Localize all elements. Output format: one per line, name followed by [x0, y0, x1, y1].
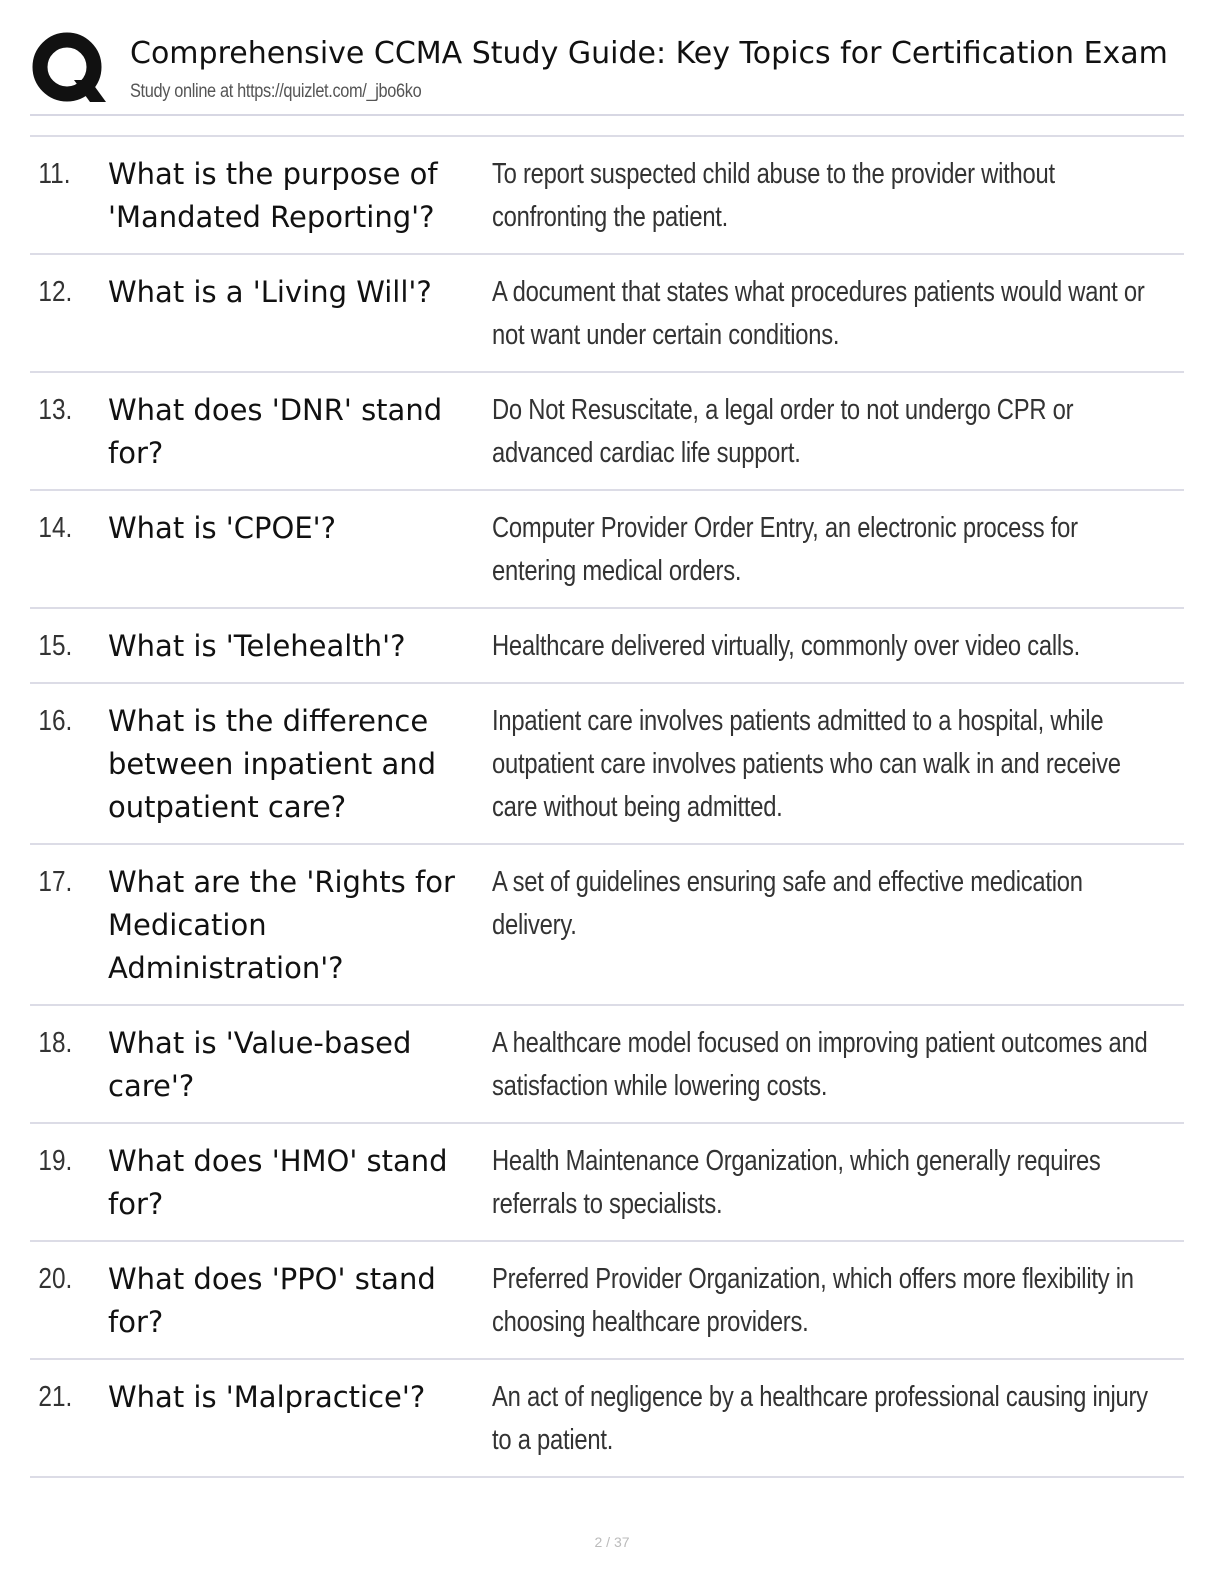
- card-number: 11.: [38, 158, 71, 190]
- card-number: 18.: [38, 1027, 73, 1059]
- card-term: What is 'Value-based care'?: [108, 1026, 412, 1103]
- card-term: What is 'Malpractice'?: [108, 1380, 426, 1414]
- card-definition: To report suspected child abuse to the provider without confronting the patient.: [492, 158, 1055, 233]
- page-title: Comprehensive CCMA Study Guide: Key Topics for Certification Exam: [130, 36, 1168, 71]
- card-definition: A set of guidelines ensuring safe and effective medication delivery.: [492, 866, 1083, 941]
- card-term: What is 'CPOE'?: [108, 511, 337, 545]
- card-definition: A document that states what procedures patients would want or not want under certain conditions.: [492, 276, 1145, 351]
- card-definition: Health Maintenance Organization, which generally requires referrals to specialists.: [492, 1145, 1101, 1220]
- card-term: What is the difference between inpatient and outpatient care?: [108, 704, 437, 824]
- card-definition: Preferred Provider Organization, which offers more flexibility in choosing healthcare providers.: [492, 1263, 1134, 1338]
- flashcard-row: [30, 1006, 1184, 1124]
- card-number: 19.: [38, 1145, 73, 1177]
- header-divider: [30, 114, 1184, 116]
- card-term: What is 'Telehealth'?: [108, 629, 406, 663]
- card-number: 14.: [38, 512, 73, 544]
- flashcard-row: [30, 1360, 1184, 1478]
- card-number: 21.: [38, 1381, 73, 1413]
- flashcard-row: [30, 255, 1184, 373]
- flashcard-row: [30, 373, 1184, 491]
- card-definition: Computer Provider Order Entry, an electronic process for entering medical orders.: [492, 512, 1078, 587]
- card-number: 20.: [38, 1263, 73, 1295]
- card-number: 13.: [38, 394, 73, 426]
- page-number: 2 / 37: [594, 1534, 630, 1550]
- card-definition: Healthcare delivered virtually, commonly over video calls.: [492, 630, 1080, 662]
- flashcard-row: [30, 845, 1184, 1006]
- flashcard-row: [30, 609, 1184, 684]
- flashcard-row: [30, 491, 1184, 609]
- flashcard-row: [30, 1242, 1184, 1360]
- card-term: What does 'DNR' stand for?: [108, 393, 443, 470]
- card-term: What are the 'Rights for Medication Administration'?: [108, 865, 455, 985]
- flashcard-row: [30, 1124, 1184, 1242]
- card-definition: A healthcare model focused on improving patient outcomes and satisfaction while lowering costs.: [492, 1027, 1148, 1102]
- study-link[interactable]: Study online at https://quizlet.com/_jbo6ko: [130, 81, 422, 102]
- card-term: What does 'PPO' stand for?: [108, 1262, 436, 1339]
- card-number: 16.: [38, 705, 73, 737]
- card-number: 12.: [38, 276, 73, 308]
- flashcard-list: [30, 135, 1184, 1478]
- flashcard-row: [30, 684, 1184, 845]
- card-term: What does 'HMO' stand for?: [108, 1144, 448, 1221]
- card-number: 15.: [38, 630, 73, 662]
- flashcard-row: [30, 137, 1184, 255]
- quizlet-logo-icon: [30, 30, 108, 108]
- card-definition: Do Not Resuscitate, a legal order to not undergo CPR or advanced cardiac life support.: [492, 394, 1074, 469]
- card-number: 17.: [38, 866, 73, 898]
- card-definition: An act of negligence by a healthcare professional causing injury to a patient.: [492, 1381, 1148, 1456]
- card-term: What is a 'Living Will'?: [108, 275, 432, 309]
- page-header: [30, 30, 1184, 114]
- card-definition: Inpatient care involves patients admitted to a hospital, while outpatient care involves patients who can walk in and receive care without being admitted.: [492, 705, 1121, 823]
- card-term: What is the purpose of 'Mandated Reporting'?: [108, 157, 438, 234]
